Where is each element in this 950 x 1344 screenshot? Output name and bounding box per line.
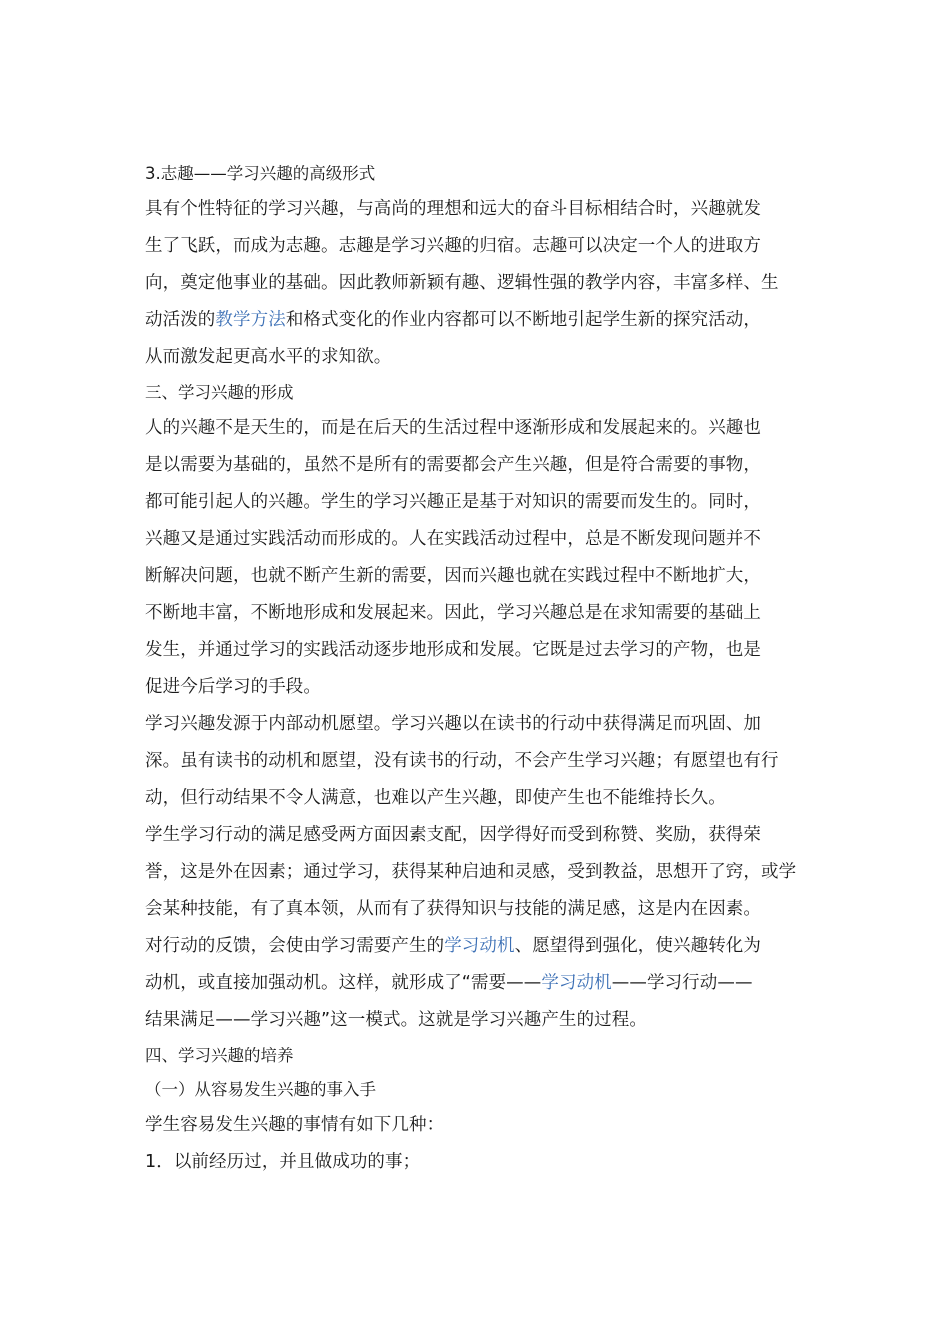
- text-line: 断解决问题，也就不断产生新的需要，因而兴趣也就在实践过程中不断地扩大，: [145, 566, 761, 586]
- subsection-one-heading: （一）从容易发生兴趣的事入手: [145, 1080, 376, 1099]
- paragraph-formation: [145, 410, 807, 706]
- section-four-heading: 四、学习兴趣的培养: [145, 1046, 294, 1065]
- text-line: 促进今后学习的手段。: [145, 677, 321, 697]
- paragraph-motivation: [145, 706, 807, 817]
- text-line: 结果满足——学习兴趣”这一模式。这就是学习兴趣产生的过程。: [145, 1010, 647, 1030]
- text-line: [145, 928, 807, 965]
- text-line: [145, 965, 807, 1002]
- text-line: 兴趣又是通过实践活动而形成的。人在实践活动过程中，总是不断发现问题并不: [145, 529, 761, 549]
- text-line: 生了飞跃，而成为志趣。志趣是学习兴趣的归宿。志趣可以决定一个人的进取方: [145, 236, 761, 256]
- text-line: 向，奠定他事业的基础。因此教师新颖有趣、逻辑性强的教学内容，丰富多样、生: [145, 273, 779, 293]
- link-learning-motivation[interactable]: 学习动机: [444, 936, 515, 956]
- text-segment: 动机，或直接加强动机。这样，就形成了“需要——: [145, 973, 542, 993]
- text-line: 会某种技能，有了真本领，从而有了获得知识与技能的满足感，这是内在因素。: [145, 899, 761, 919]
- text-segment: 和格式变化的作业内容都可以不断地引起学生新的探究活动，: [285, 310, 762, 330]
- link-teaching-method[interactable]: 教学方法: [215, 310, 286, 330]
- text-line: 誉，这是外在因素；通过学习，获得某种启迪和灵感，受到教益，思想开了窍，或学: [145, 862, 797, 882]
- text-line: 都可能引起人的兴趣。学生的学习兴趣正是基于对知识的需要而发生的。同时，: [145, 492, 761, 512]
- text-line: 发生，并通过学习的实践活动逐步地形成和发展。它既是过去学习的产物，也是: [145, 640, 761, 660]
- text-line: 从而激发起更高水平的求知欲。: [145, 347, 392, 367]
- text-line: 不断地丰富，不断地形成和发展起来。因此，学习兴趣总是在求知需要的基础上: [145, 603, 761, 623]
- paragraph-zhiqu: [145, 191, 807, 376]
- section-three-heading: 三、学习兴趣的形成: [145, 383, 294, 402]
- paragraph-satisfaction: [145, 817, 807, 1039]
- text-line: 人的兴趣不是天生的，而是在后天的生活过程中逐渐形成和发展起来的。兴趣也: [145, 418, 761, 438]
- section-3-heading: 3.志趣——学习兴趣的高级形式: [145, 164, 376, 183]
- text-line: 是以需要为基础的，虽然不是所有的需要都会产生兴趣，但是符合需要的事物，: [145, 455, 761, 475]
- list-item: 1．以前经历过，并且做成功的事；: [145, 1152, 421, 1172]
- text-line: 具有个性特征的学习兴趣，与高尚的理想和远大的奋斗目标相结合时，兴趣就发: [145, 199, 761, 219]
- text-line: [145, 302, 807, 339]
- link-learning-motivation[interactable]: 学习动机: [541, 973, 612, 993]
- text-segment: 对行动的反馈，会使由学习需要产生的: [145, 936, 445, 956]
- text-line: 深。虽有读书的动机和愿望，没有读书的行动，不会产生学习兴趣；有愿望也有行: [145, 751, 779, 771]
- paragraph-intro-list: 学生容易发生兴趣的事情有如下几种：: [145, 1115, 445, 1135]
- text-line: 动，但行动结果不令人满意，也难以产生兴趣，即使产生也不能维持长久。: [145, 788, 726, 808]
- text-line: 学习兴趣发源于内部动机愿望。学习兴趣以在读书的行动中获得满足而巩固、加: [145, 714, 761, 734]
- text-segment: 、愿望得到强化，使兴趣转化为: [514, 936, 762, 956]
- document-body: [145, 157, 807, 1181]
- text-segment: ——学习行动——: [611, 973, 753, 993]
- text-segment: 动活泼的: [145, 310, 216, 330]
- text-line: 学生学习行动的满足感受两方面因素支配，因学得好而受到称赞、奖励，获得荣: [145, 825, 761, 845]
